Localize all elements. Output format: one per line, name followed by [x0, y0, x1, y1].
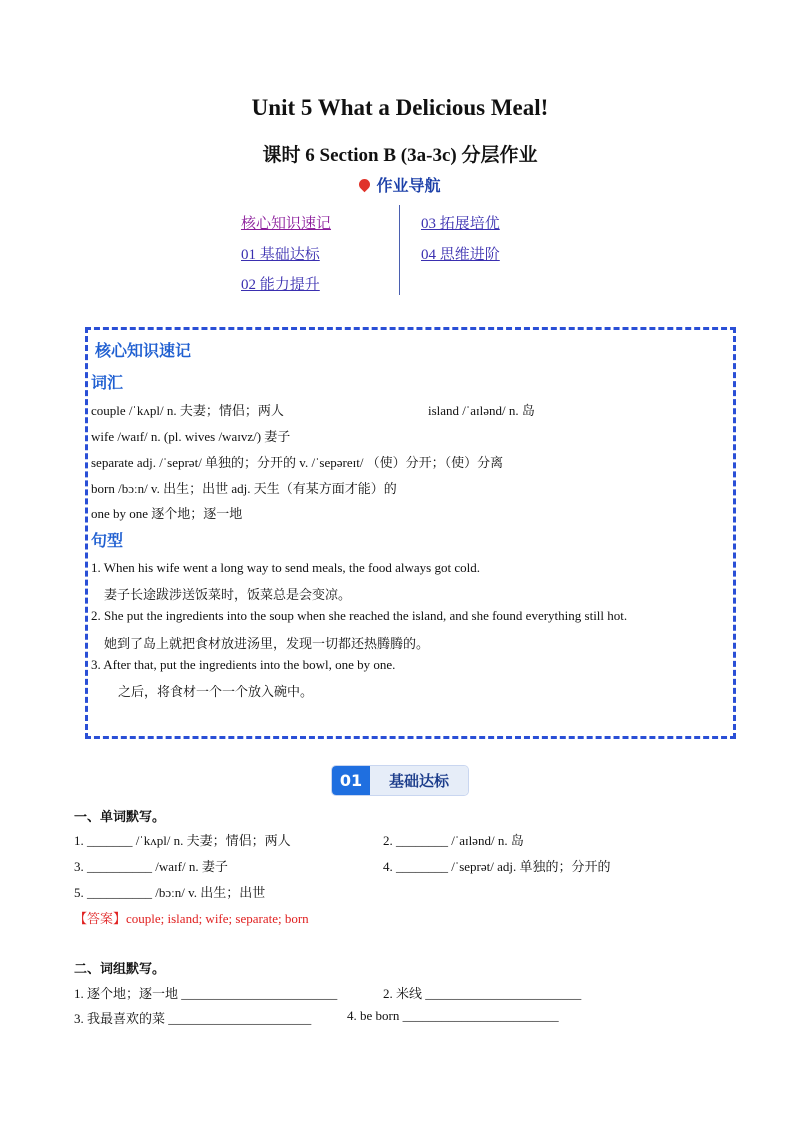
vocab-line-island: island /ˈaɪlənd/ n. 岛 [428, 403, 535, 418]
sentence-2-zh: 她到了岛上就把食材放进汤里，发现一切都还热腾腾的。 [104, 636, 430, 651]
vocab-line-born: born /bɔːn/ v. 出生；出世 adj. 天生（有某方面才能）的 [91, 481, 397, 496]
vocab-heading: 词汇 [91, 373, 124, 392]
vocab-line-wife: wife /waɪf/ n. (pl. wives /waɪvz/) 妻子 [91, 429, 291, 444]
vocab-line-separate: separate adj. /ˈseprət/ 单独的；分开的 v. /ˈsepəreɪt/ （使）分开；（使）分离 [91, 455, 504, 470]
q1-item-4: 4. ________ /ˈseprət/ adj. 单独的；分开的 [383, 859, 611, 874]
nav-link-03-extension[interactable]: 03 拓展培优 [421, 216, 500, 232]
page-subtitle: 课时 6 Section B (3a-3c) 分层作业 [262, 145, 538, 166]
nav-link-02-ability[interactable]: 02 能力提升 [241, 277, 320, 293]
nav-link-core-knowledge[interactable]: 核心知识速记 [241, 216, 332, 232]
knowledge-box [85, 327, 736, 739]
q1-item-5: 5. __________ /bɔːn/ v. 出生；出世 [74, 885, 266, 900]
q2-heading: 二、词组默写。 [74, 961, 166, 976]
nav-link-04-thinking[interactable]: 04 思维进阶 [421, 247, 500, 263]
sentence-3-zh: 之后，将食材一个一个放入碗中。 [118, 684, 314, 699]
q2-item-2: 2. 米线 ________________________ [383, 986, 582, 1001]
section-01-banner [332, 766, 468, 795]
vocab-line-one-by-one: one by one 逐个地；逐一地 [91, 506, 243, 521]
sentence-1-zh: 妻子长途跋涉送饭菜时，饭菜总是会变凉。 [104, 587, 352, 602]
location-pin-icon [357, 177, 373, 193]
sentence-heading: 句型 [91, 531, 124, 550]
q1-item-2: 2. ________ /ˈaɪlənd/ n. 岛 [383, 833, 524, 848]
q2-item-3: 3. 我最喜欢的菜 ______________________ [74, 1011, 312, 1026]
nav-heading-text: 作业导航 [376, 176, 441, 195]
page-title: Unit 5 What a Delicious Meal! [251, 95, 549, 120]
q1-item-1: 1. _______ /ˈkʌpl/ n. 夫妻；情侣；两人 [74, 833, 291, 848]
nav-divider [399, 205, 400, 295]
q1-heading: 一、单词默写。 [74, 809, 166, 824]
nav-link-01-basic[interactable]: 01 基础达标 [241, 247, 320, 263]
nav-heading [0, 173, 800, 196]
section-01-number: 01 [332, 766, 370, 795]
sentence-1-en: 1. When his wife went a long way to send meals, the food always got cold. [91, 560, 480, 575]
q1-answer: 【答案】couple; island; wife; separate; born [74, 911, 309, 926]
q2-item-1: 1. 逐个地；逐一地 ________________________ [74, 986, 338, 1001]
sentence-3-en: 3. After that, put the ingredients into the bowl, one by one. [91, 657, 396, 672]
vocab-line-couple: couple /ˈkʌpl/ n. 夫妻；情侣；两人 [91, 403, 284, 418]
sentence-2-en: 2. She put the ingredients into the soup when she reached the island, and she found everything still hot. [91, 608, 628, 623]
section-01-label: 基础达标 [370, 766, 468, 795]
q2-item-4: 4. be born ________________________ [347, 1008, 559, 1023]
q1-item-3: 3. __________ /waɪf/ n. 妻子 [74, 859, 228, 874]
knowledge-box-title: 核心知识速记 [95, 341, 192, 360]
